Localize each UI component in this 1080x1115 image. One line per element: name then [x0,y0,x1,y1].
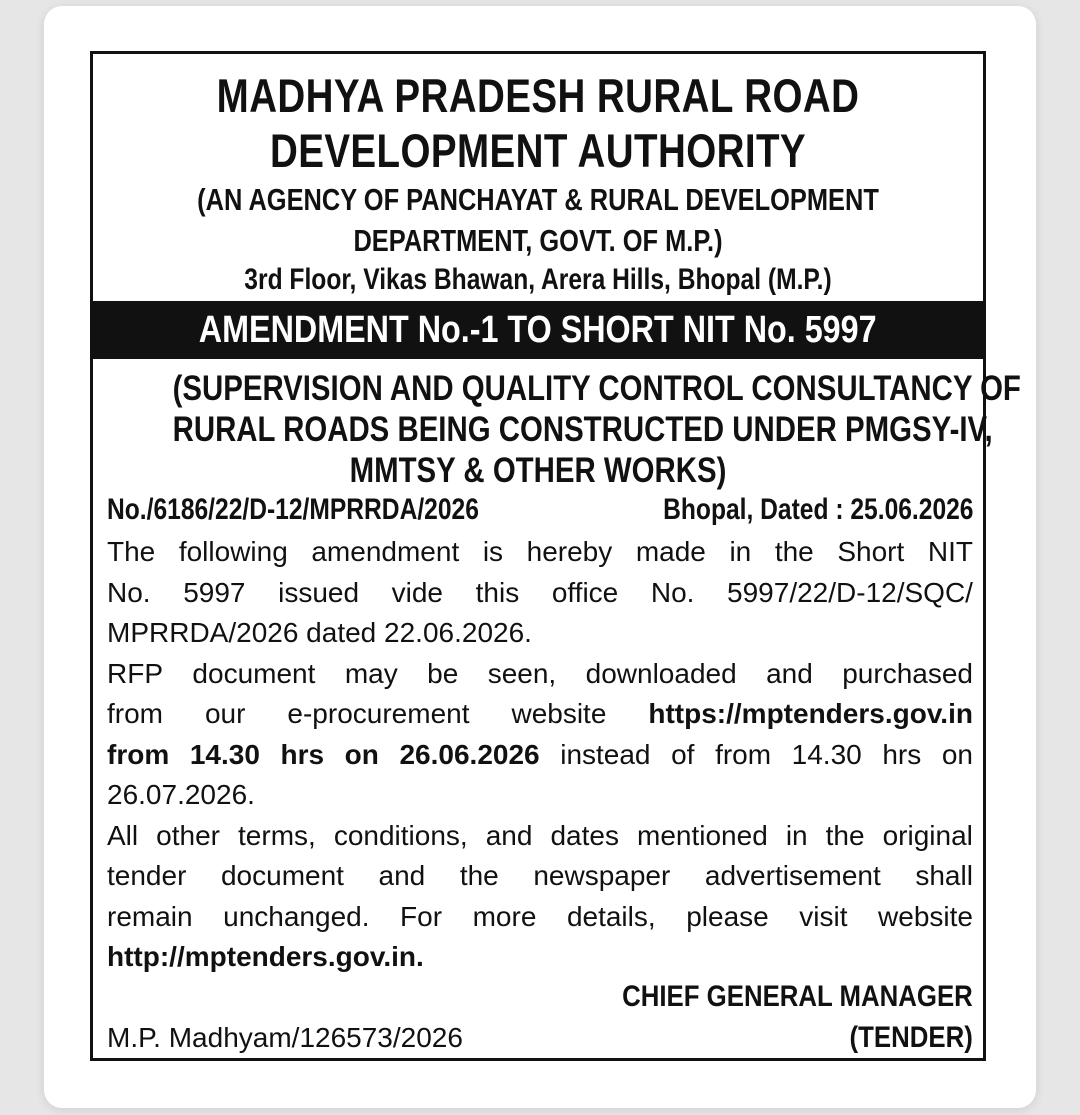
body-line [107,816,973,857]
office-address: 3rd Floor, Vikas Bhawan, Arera Hills, Bhopal (M.P.) [244,263,832,296]
authority-title-line1: MADHYA PRADESH RURAL ROAD [216,69,860,122]
body-word: the [459,860,499,891]
body-word: No. [650,576,695,608]
body-word: hrs [882,738,922,770]
body-word: remain [107,900,193,932]
signatory-block [565,976,973,1058]
body-line [107,654,973,695]
body-word: document [192,657,316,689]
body-word: from [715,738,772,770]
subject-block [103,368,1021,491]
body-line [107,613,973,654]
body-word: unchanged. [223,900,370,932]
reference-line [107,490,973,530]
body-word: The [107,536,156,567]
website-link[interactable]: https://mptenders.gov.in [648,698,973,729]
body-word: visit [799,900,848,932]
website-link-footer[interactable]: http://mptenders.gov.in. [107,941,424,972]
body-word: dates [550,819,619,851]
body-word: the [774,536,814,567]
subject-line1: (SUPERVISION AND QUALITY CONTROL CONSULTANCY OF [172,369,1021,408]
body-line [107,735,973,776]
body-word-bold: 14.30 [189,738,260,770]
body-word: made [635,536,706,567]
body-word: the [825,819,865,851]
body-line [107,573,973,614]
body-word: please [686,900,769,932]
body-word: For [400,900,443,932]
body-word: in [785,819,808,851]
notice-body [107,532,973,978]
body-word: office [551,576,619,608]
reference-number: No./6186/22/D-12/MPRRDA/2026 [107,493,479,526]
body-word: newspaper [533,860,671,891]
body-word: is [482,536,504,567]
body-word: Short [837,536,905,567]
media-reference: M.P. Madhyam/126573/2026 [107,1022,463,1053]
body-line [107,897,973,938]
body-word-bold: hrs [280,738,325,770]
body-word: this [475,576,520,608]
body-word-bold: from [107,738,170,770]
body-word: conditions, [333,819,468,851]
amendment-banner-text: AMENDMENT No.-1 TO SHORT NIT No. 5997 [199,309,877,351]
body-text: MPRRDA/2026 dated 22.06.2026. [107,617,532,648]
tender-notice [90,51,1021,1061]
body-word: seen, [487,657,557,689]
agency-line1: (AN AGENCY OF PANCHAYAT & RURAL DEVELOPMENT [197,182,879,217]
body-word: more [472,900,537,932]
body-word: shall [915,860,973,891]
body-word: instead [560,738,651,770]
body-word-bold: 26.06.2026 [399,738,540,770]
subject-line2: RURAL ROADS BEING CONSTRUCTED UNDER PMGSY-IV, [172,410,993,449]
body-word: document [220,860,344,891]
body-word: mentioned [637,819,768,851]
place-date: Bhopal, Dated : 25.06.2026 [662,493,973,526]
body-word: website [511,698,607,729]
body-word: tender [107,860,187,891]
body-word: other [156,819,220,851]
signatory-title: CHIEF GENERAL MANAGER [622,980,973,1013]
body-word: e-procurement [287,698,470,729]
body-word: and [378,860,426,891]
body-word: of [671,738,695,770]
body-word: 5997 [183,576,246,608]
body-word: from [107,698,163,729]
body-word: 5997/22/D-12/SQC/ [727,576,973,608]
body-word: issued [278,576,360,608]
body-word: following [178,536,288,567]
body-word: and [485,819,533,851]
body-word: our [204,698,246,729]
agency-line2: DEPARTMENT, GOVT. OF M.P.) [353,223,723,258]
body-word-bold: on [344,738,379,770]
body-word: downloaded [585,657,737,689]
body-word: RFP [107,657,163,689]
signatory-dept: (TENDER) [849,1021,973,1054]
body-word: may [344,657,398,689]
authority-title-line2: DEVELOPMENT AUTHORITY [269,124,807,177]
body-word: terms, [238,819,316,851]
body-word: details, [566,900,656,932]
body-word: website [878,900,973,932]
body-word: on [941,738,973,770]
subject-line3: MMTSY & OTHER WORKS) [349,451,727,490]
body-word: All [107,819,139,851]
body-line [107,775,973,816]
body-line [107,856,973,897]
body-line [107,694,973,735]
body-word: be [427,657,459,689]
body-word: amendment [311,536,460,567]
body-word: original [882,819,973,851]
body-word: purchased [842,657,973,689]
body-line [107,532,973,573]
body-line [107,937,973,978]
notice-header [93,54,983,300]
body-text: 26.07.2026. [107,779,255,810]
body-word: NIT [927,536,973,567]
amendment-banner [93,301,983,359]
body-word: No. [107,576,151,608]
body-word: 14.30 [791,738,862,770]
body-word: advertisement [704,860,881,891]
body-word: hereby [526,536,613,567]
body-word: in [729,536,752,567]
body-word: vide [391,576,444,608]
body-word: and [766,657,813,689]
